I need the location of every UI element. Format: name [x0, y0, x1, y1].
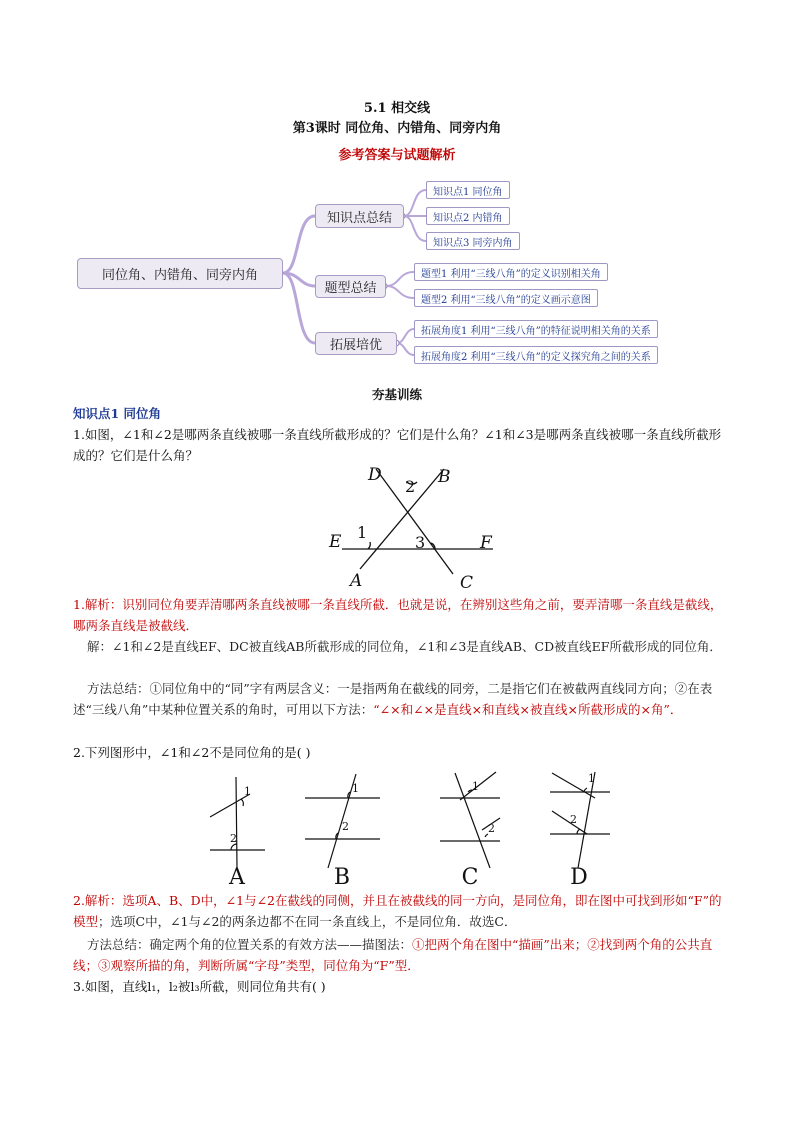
option-c-angle-2: 2	[488, 822, 495, 835]
mindmap-connectors	[0, 0, 794, 380]
question-2-method	[73, 934, 723, 976]
option-a-angle-1: 1	[244, 785, 251, 798]
question-1-analysis: 1.解析：识别同位角要弄清哪两条直线被哪一条直线所截．也就是说，在辨别这些角之前，要弄清哪一条直线是截线，哪两条直线是被截线．	[73, 597, 723, 633]
figure-label-e: E	[329, 532, 342, 552]
answer-heading: 参考答案与试题解析	[338, 148, 456, 163]
option-d-label: D	[570, 865, 588, 888]
question-2-text: 2.下列图形中，∠1和∠2不是同位角的是( )	[73, 745, 311, 760]
method-summary-highlight: “∠×和∠×是直线×和直线×被直线×所截形成的×角”．	[373, 702, 683, 717]
mindmap-leaf: 题型2 利用“三线八角”的定义画示意图	[414, 289, 598, 307]
mindmap-branch-types: 题型总结	[315, 275, 386, 298]
mindmap-leaf: 知识点3 同旁内角	[426, 232, 520, 250]
mindmap-leaf: 拓展角度1 利用“三线八角”的特征说明相关角的关系	[414, 320, 658, 338]
mindmap-leaf: 知识点1 同位角	[426, 181, 510, 199]
option-b-label: B	[333, 865, 351, 888]
question-1-solution: 解：∠1和∠2是直线EF、DC被直线AB所截形成的同位角，∠1和∠3是直线AB、CD被直线EF所截形成的同位角．	[87, 639, 722, 654]
lesson-title: 5.1 相交线	[363, 101, 431, 116]
figure-label-d: D	[368, 465, 382, 485]
question-3-text: 3.如图，直线l₁，l₂被l₃所截，则同位角共有( )	[73, 979, 326, 994]
method-summary-text: 方法总结：确定两个角的位置关系的有效方法——描图法：	[87, 937, 413, 952]
option-c-label: C	[461, 865, 479, 888]
mindmap-leaf: 知识点2 内错角	[426, 207, 510, 225]
mindmap-leaf: 拓展角度2 利用“三线八角”的定义探究角之间的关系	[414, 346, 658, 364]
mindmap-leaf: 题型1 利用“三线八角”的定义识别相关角	[414, 263, 608, 281]
mindmap-branch-knowledge: 知识点总结	[315, 204, 404, 228]
angle-label-3: 3	[415, 533, 426, 552]
option-c-angle-1: 1	[472, 780, 479, 793]
figure-label-f: F	[480, 533, 492, 553]
question-1-text: 1.如图，∠1和∠2是哪两条直线被哪一条直线所截形成的？它们是什么角？∠1和∠3是哪两条直线被哪一条直线所截形成的？它们是什么角？	[73, 427, 722, 463]
option-a-angle-2: 2	[230, 832, 237, 845]
analysis-part-2: ；选项C中，∠1与∠2的两条边都不在同一条直线上，不是同位角．故选C．	[98, 914, 517, 929]
method-summary-highlight: ①把两个角在图中“描画”出来；②找到两个角的公共直线；③观察所描的角，判断所属“字母”类型，同位角为“F”型．	[73, 937, 713, 973]
method-summary-text: 方法总结：①同位角中的“同”字有两层含义：一是指两角在截线的同旁，二是指它们在被截两直线同方向；②在表述“三线八角”中某种位置关系的角时，可用以下方法：	[73, 681, 713, 717]
mindmap-branch-extension: 拓展培优	[315, 332, 397, 355]
option-d-angle-2: 2	[570, 813, 577, 826]
option-b-angle-2: 2	[342, 820, 349, 833]
question-1-method	[73, 678, 723, 720]
angle-label-2: 2	[405, 477, 416, 496]
question-1-figure	[325, 462, 500, 592]
option-a-label: A	[229, 865, 245, 888]
option-b-angle-1: 1	[352, 782, 359, 795]
angle-label-1: 1	[357, 523, 368, 542]
option-d-angle-1: 1	[588, 772, 595, 785]
question-2-figures	[200, 768, 620, 888]
question-2-analysis	[73, 890, 723, 932]
lesson-subtitle: 第3课时 同位角、内错角、同旁内角	[292, 121, 502, 136]
section-title: 夯基训练	[371, 387, 422, 402]
figure-label-b: B	[438, 467, 451, 487]
mindmap-root: 同位角、内错角、同旁内角	[77, 258, 283, 289]
analysis-part-1: 2.解析：选项A、B、D中，∠1与∠2在截线的同侧，并且在被截线的同一方向，是同位角，即在图中可找到形如“F”的模型	[73, 893, 722, 929]
figure-label-c: C	[460, 573, 474, 592]
knowledge-point-heading: 知识点1 同位角	[73, 406, 162, 421]
figure-label-a: A	[350, 571, 363, 591]
